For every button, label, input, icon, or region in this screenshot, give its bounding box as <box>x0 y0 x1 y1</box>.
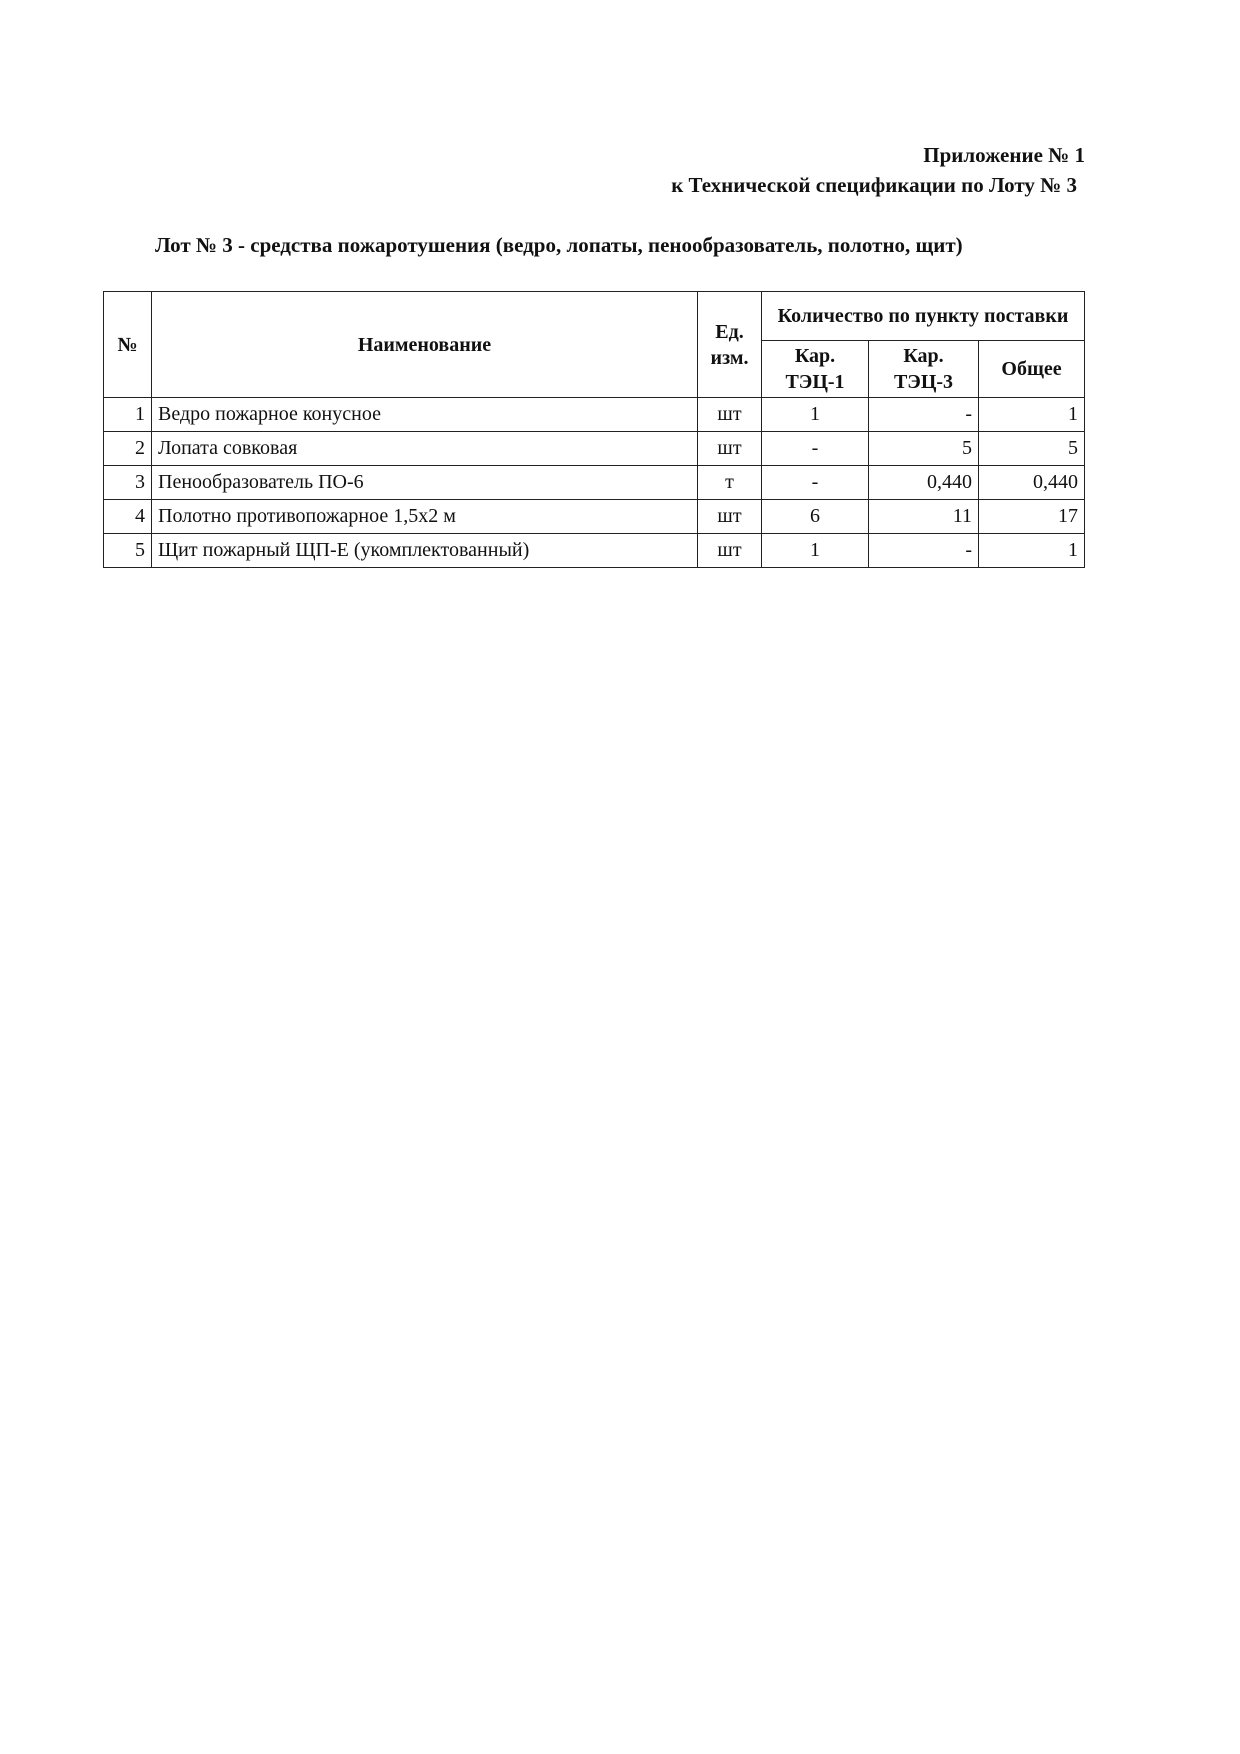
appendix-header <box>385 140 1085 200</box>
cell-unit: шт <box>698 398 762 432</box>
cell-name: Полотно противопожарное 1,5х2 м <box>152 500 698 534</box>
cell-num: 5 <box>104 534 152 568</box>
table-row <box>104 500 1085 534</box>
cell-total: 1 <box>979 398 1085 432</box>
cell-tec3: 5 <box>869 432 979 466</box>
cell-tec1: 6 <box>762 500 869 534</box>
cell-unit: шт <box>698 534 762 568</box>
appendix-number: Приложение № 1 <box>923 143 1085 167</box>
cell-num: 3 <box>104 466 152 500</box>
cell-total: 0,440 <box>979 466 1085 500</box>
table-row <box>104 398 1085 432</box>
cell-tec1: - <box>762 432 869 466</box>
cell-total: 17 <box>979 500 1085 534</box>
cell-name: Пенообразователь ПО-6 <box>152 466 698 500</box>
cell-unit: шт <box>698 432 762 466</box>
header-unit: Ед. изм. <box>698 292 762 398</box>
header-total: Общее <box>979 341 1085 398</box>
cell-tec1: 1 <box>762 534 869 568</box>
cell-tec3: - <box>869 398 979 432</box>
header-quantity-group: Количество по пункту поставки <box>762 292 1085 341</box>
lot-title: Лот № 3 - средства пожаротушения (ведро, лопаты, пенообразователь, полотно, щит) <box>155 233 963 257</box>
table-row <box>104 534 1085 568</box>
header-tec3: Кар. ТЭЦ-3 <box>869 341 979 398</box>
table-row <box>104 432 1085 466</box>
cell-tec3: 0,440 <box>869 466 979 500</box>
cell-tec3: - <box>869 534 979 568</box>
header-num: № <box>104 292 152 398</box>
cell-num: 1 <box>104 398 152 432</box>
cell-unit: т <box>698 466 762 500</box>
cell-tec1: 1 <box>762 398 869 432</box>
header-name: Наименование <box>152 292 698 398</box>
cell-num: 2 <box>104 432 152 466</box>
cell-total: 1 <box>979 534 1085 568</box>
table-row <box>104 466 1085 500</box>
specification-table <box>103 291 1085 568</box>
cell-name: Ведро пожарное конусное <box>152 398 698 432</box>
cell-total: 5 <box>979 432 1085 466</box>
appendix-reference: к Технической спецификации по Лоту № 3 <box>671 173 1077 197</box>
cell-unit: шт <box>698 500 762 534</box>
cell-name: Щит пожарный ЩП-Е (укомплектованный) <box>152 534 698 568</box>
cell-name: Лопата совковая <box>152 432 698 466</box>
cell-num: 4 <box>104 500 152 534</box>
table-header-row <box>104 292 1085 341</box>
cell-tec1: - <box>762 466 869 500</box>
cell-tec3: 11 <box>869 500 979 534</box>
header-tec1: Кар. ТЭЦ-1 <box>762 341 869 398</box>
